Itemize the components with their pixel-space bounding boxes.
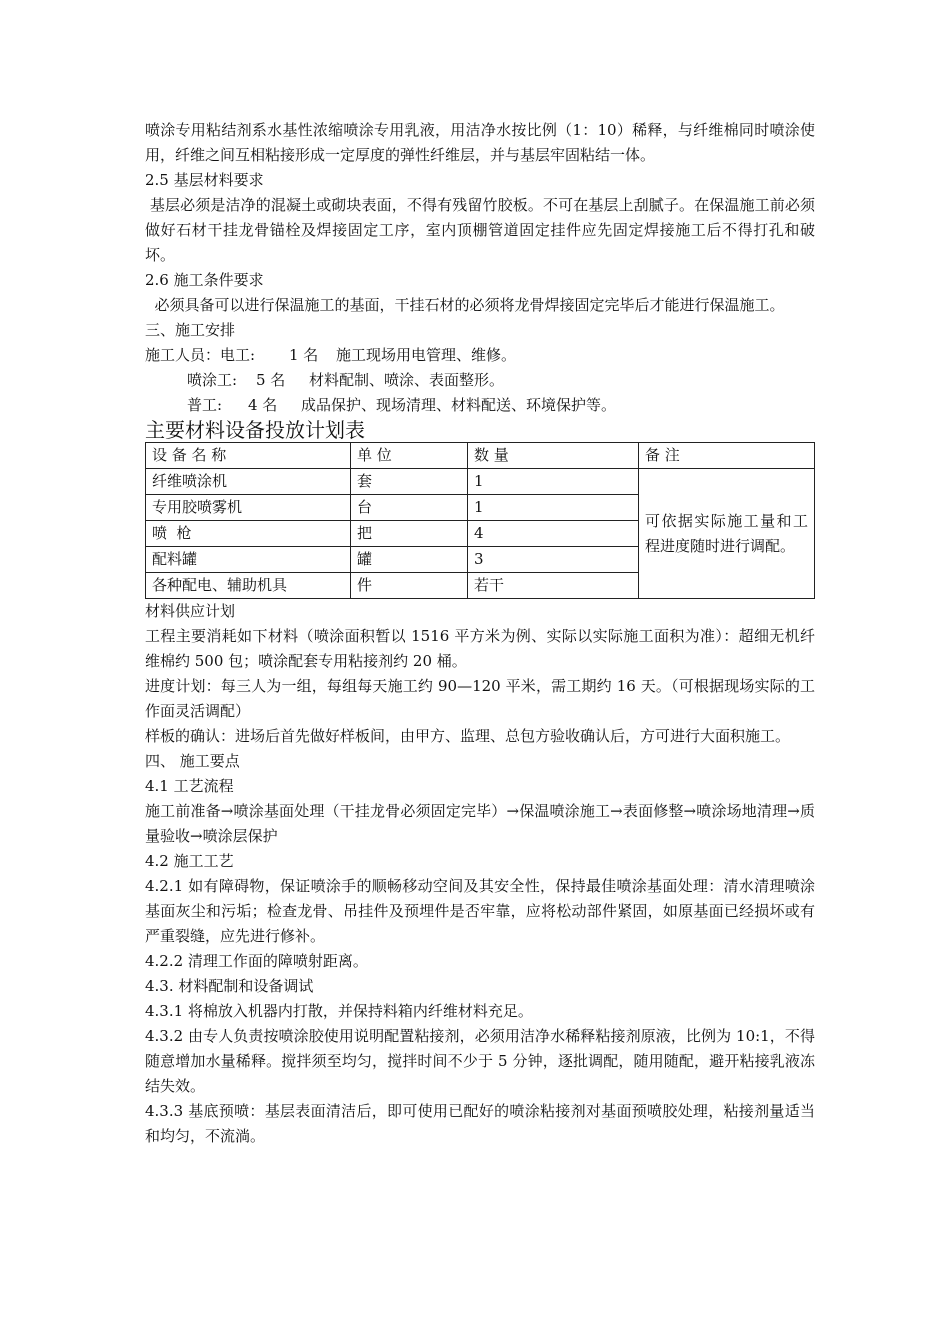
progress-paragraph: 进度计划：每三人为一组，每组每天施工约 90—120 平米，需工期约 16 天。（可根据现场实际的工作面灵活调配） <box>145 677 815 720</box>
table-cell: 各种配电、辅助机具 <box>146 573 351 599</box>
table-cell: 罐 <box>351 547 468 573</box>
staff-row-worker <box>145 393 815 418</box>
table-cell: 1 <box>468 469 639 495</box>
table-cell: 若干 <box>468 573 639 599</box>
paragraph-2-6: 必须具备可以进行保温施工的基面，干挂石材的必须将龙骨焊接固定完毕后才能进行保温施工。 <box>145 296 785 314</box>
table-header-cell: 数 量 <box>468 443 639 469</box>
staff-role: 喷涂工: <box>187 371 238 389</box>
staff-count: 1 名 <box>289 346 319 364</box>
staff-role: 普工: <box>187 396 223 414</box>
staff-count: 4 名 <box>248 396 278 414</box>
heading-4: 四、 施工要点 <box>145 752 240 770</box>
heading-4-2: 4.2 施工工艺 <box>145 852 234 870</box>
paragraph-4-3-2: 4.3.2 由专人负责按喷涂胶使用说明配置粘接剂，必须用洁净水稀释粘接剂原液，比例为 10:1，不得随意增加水量稀释。搅拌须至均匀，搅拌时间不少于 5 分钟，逐批调配，随用随配，避开粘接乳液冻结失效。 <box>145 1027 815 1095</box>
heading-2-6: 2.6 施工条件要求 <box>145 271 264 289</box>
table-row <box>146 469 815 495</box>
table-header-cell: 单 位 <box>351 443 468 469</box>
heading-2-5: 2.5 基层材料要求 <box>145 171 264 189</box>
table-cell: 件 <box>351 573 468 599</box>
heading-3: 三、施工安排 <box>145 321 236 339</box>
paragraph-2-5: 基层必须是洁净的混凝土或砌块表面，不得有残留竹胶板。不可在基层上刮腻子。在保温施工前必须做好石材干挂龙骨锚栓及焊接固定工序，室内顶棚管道固定挂件应先固定焊接施工后不得打孔和破坏。 <box>145 196 815 264</box>
paragraph-4-3-1: 4.3.1 将棉放入机器内打散，并保持料箱内纤维材料充足。 <box>145 1002 533 1020</box>
sample-paragraph: 样板的确认：进场后首先做好样板间，由甲方、监理、总包方验收确认后，方可进行大面积施工。 <box>145 727 791 745</box>
table-cell: 配料罐 <box>146 547 351 573</box>
staff-row-electrician <box>145 343 815 368</box>
table-note-cell: 可依据实际施工量和工程进度随时进行调配。 <box>639 469 815 599</box>
supply-paragraph: 工程主要消耗如下材料（喷涂面积暂以 1516 平方米为例、实际以实际施工面积为准）：超细无机纤维棉约 500 包；喷涂配套专用粘接剂约 20 桶。 <box>145 627 815 670</box>
table-cell: 3 <box>468 547 639 573</box>
staff-duty: 成品保护、现场清理、材料配送、环境保护等。 <box>301 396 617 414</box>
paragraph-4-2-2: 4.2.2 清理工作面的障喷射距离。 <box>145 952 368 970</box>
supply-title: 材料供应计划 <box>145 602 236 620</box>
table-header-row <box>146 443 815 469</box>
paragraph-binder: 喷涂专用粘结剂系水基性浓缩喷涂专用乳液，用洁净水按比例（1：10）稀释，与纤维棉同时喷涂使用，纤维之间互相粘接形成一定厚度的弹性纤维层，并与基层牢固粘结一体。 <box>145 121 815 164</box>
paragraph-4-2-1: 4.2.1 如有障碍物，保证喷涂手的顺畅移动空间及其安全性，保持最佳喷涂基面处理：清水清理喷涂基面灰尘和污垢；检查龙骨、吊挂件及预埋件是否牢靠，应将松动部件紧固，如原基面已经损坏或有严重裂缝，应先进行修补。 <box>145 877 815 945</box>
table-cell: 1 <box>468 495 639 521</box>
staff-duty: 材料配制、喷涂、表面整形。 <box>309 371 505 389</box>
paragraph-4-1: 施工前准备→喷涂基面处理（干挂龙骨必须固定完毕）→保温喷涂施工→表面修整→喷涂场地清理→质量验收→喷涂层保护 <box>145 802 815 845</box>
staff-row-sprayer <box>145 368 815 393</box>
table-title: 主要材料设备投放计划表 <box>145 418 365 442</box>
table-header-cell: 备 注 <box>639 443 815 469</box>
table-cell: 喷 枪 <box>146 521 351 547</box>
table-cell: 把 <box>351 521 468 547</box>
paragraph-4-3-3: 4.3.3 基底预喷：基层表面清洁后，即可使用已配好的喷涂粘接剂对基面预喷胶处理，粘接剂量适当和均匀，不流淌。 <box>145 1102 815 1145</box>
table-cell: 台 <box>351 495 468 521</box>
heading-4-3: 4.3. 材料配制和设备调试 <box>145 977 314 995</box>
table-header-cell: 设 备 名 称 <box>146 443 351 469</box>
heading-4-1: 4.1 工艺流程 <box>145 777 234 795</box>
staff-duty: 施工现场用电管理、维修。 <box>336 346 517 364</box>
staff-count: 5 名 <box>256 371 286 389</box>
equipment-table <box>145 442 815 599</box>
staff-role: 施工人员：电工: <box>145 346 256 364</box>
table-cell: 专用胶喷雾机 <box>146 495 351 521</box>
table-cell: 套 <box>351 469 468 495</box>
document-page <box>145 118 815 1149</box>
table-cell: 纤维喷涂机 <box>146 469 351 495</box>
table-cell: 4 <box>468 521 639 547</box>
